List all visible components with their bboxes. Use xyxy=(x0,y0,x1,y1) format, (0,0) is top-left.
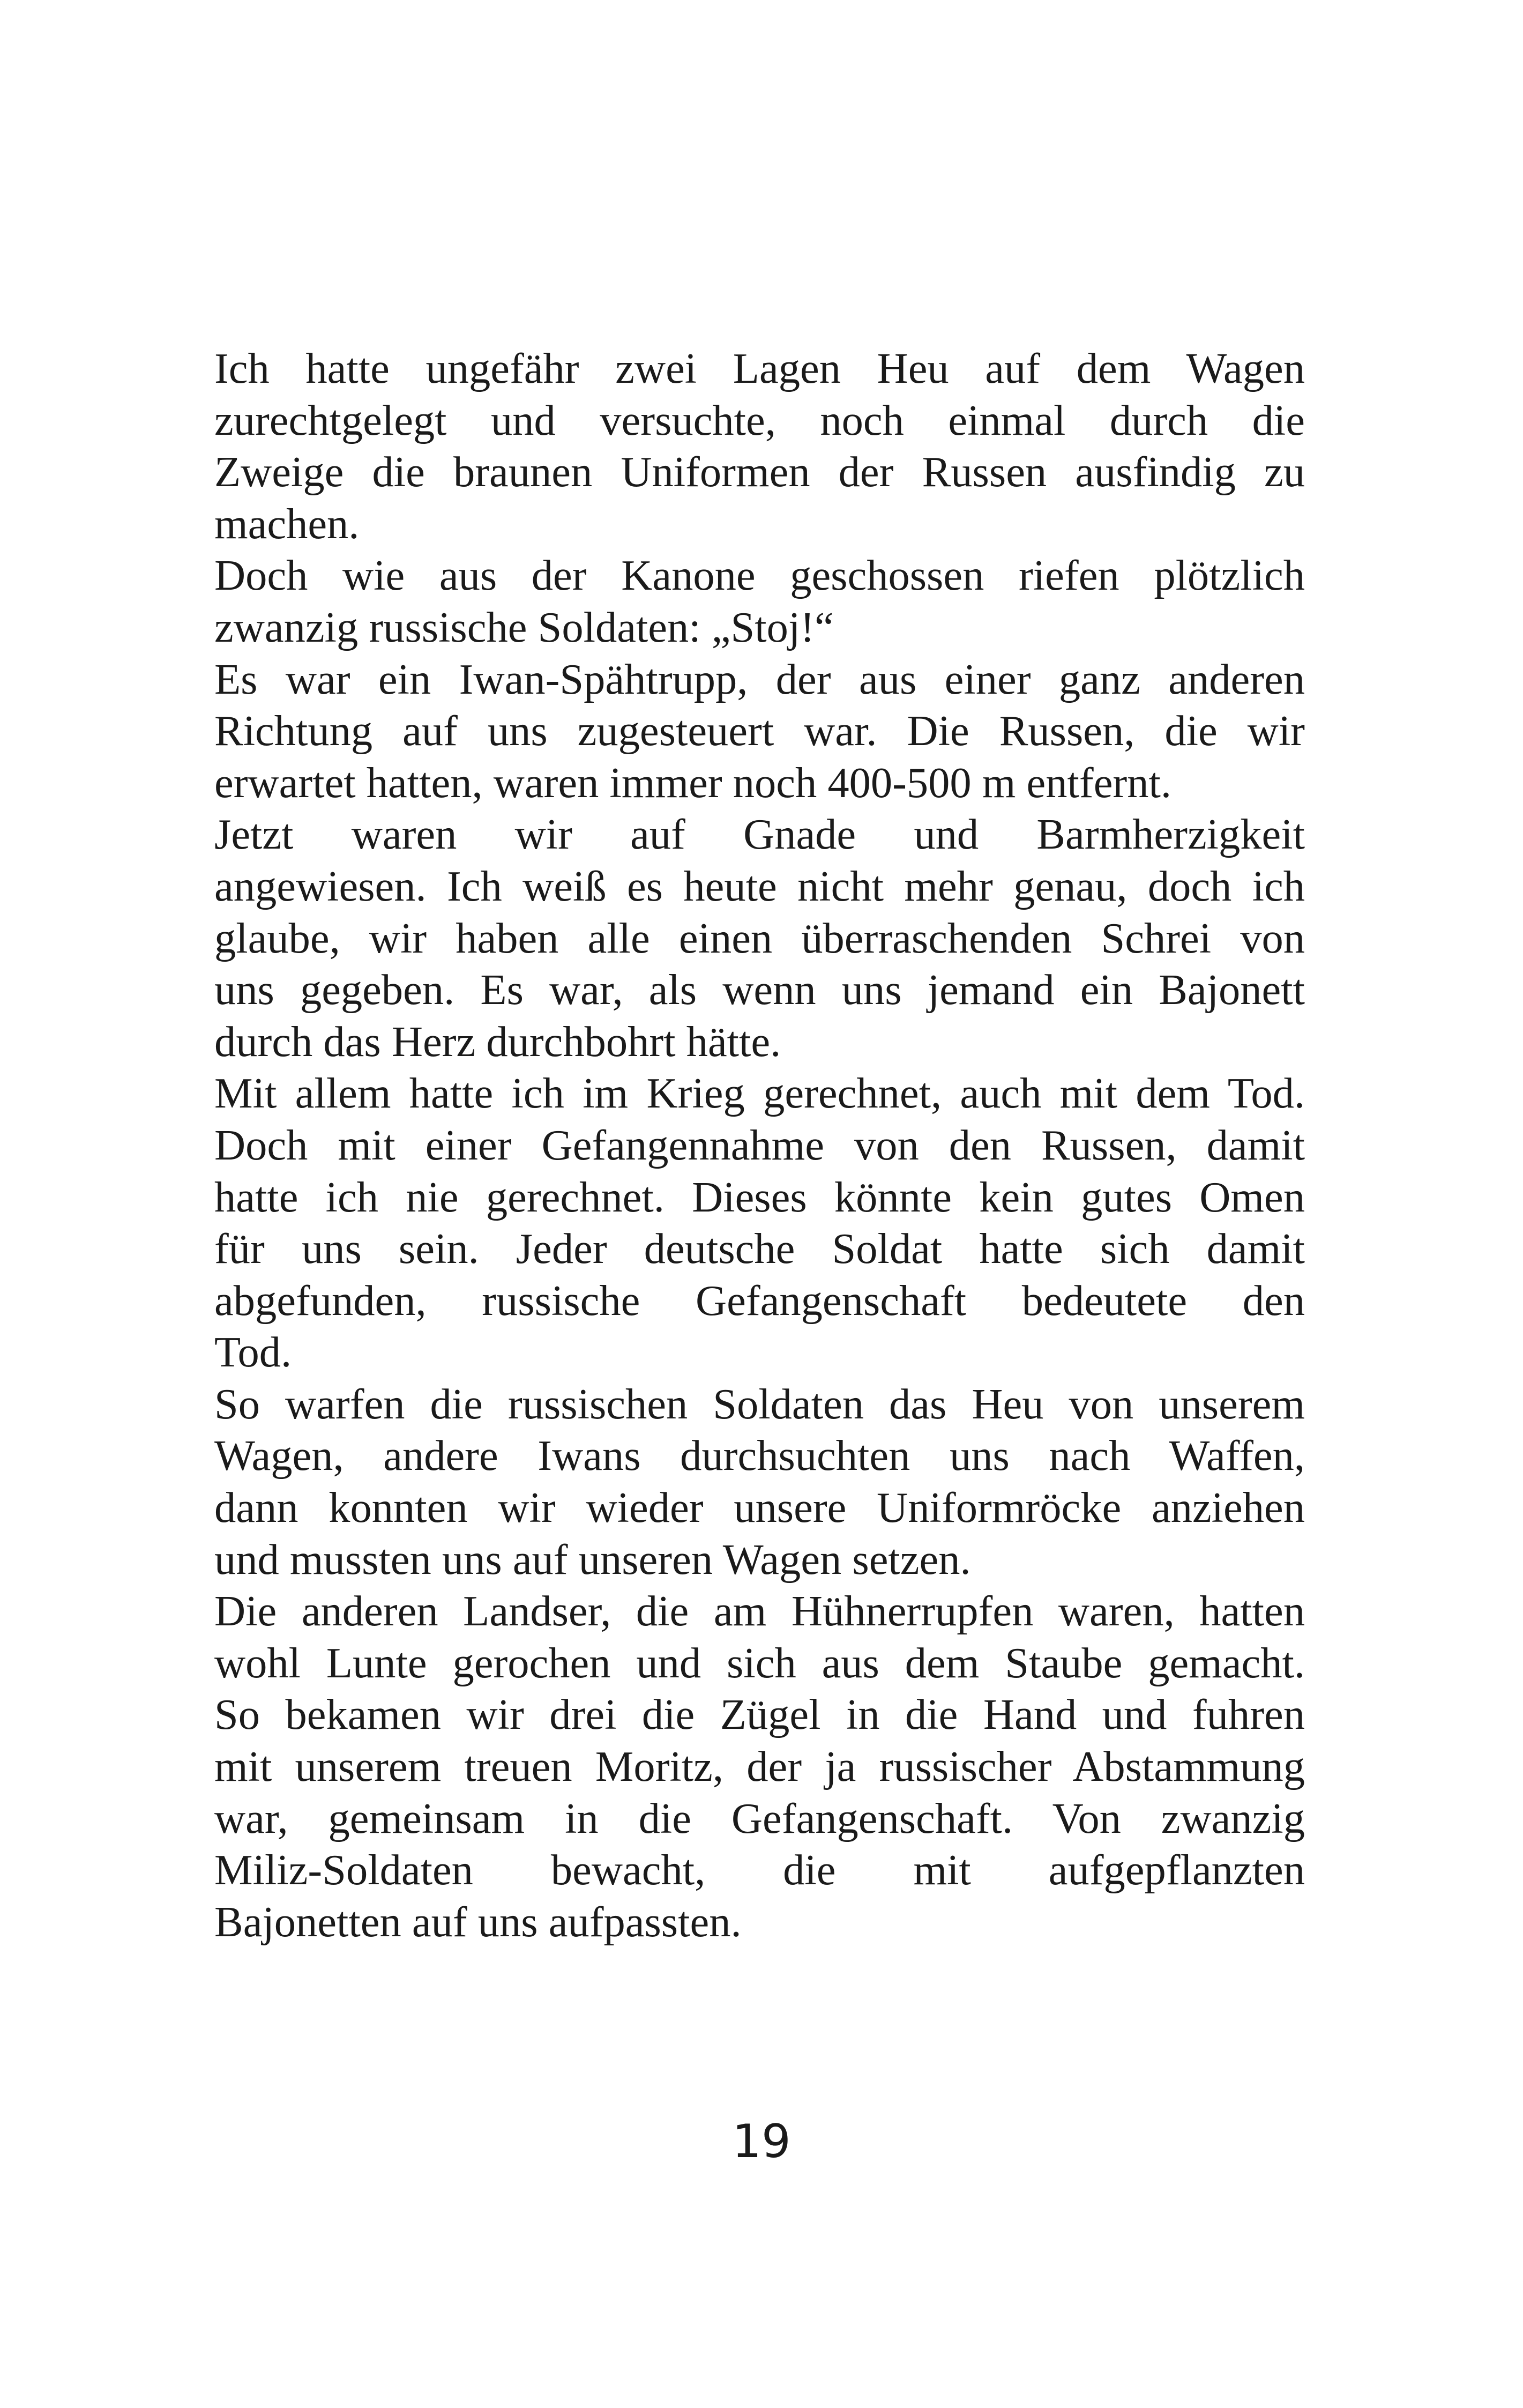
text-line: Doch mit einer Gefangennahme von den Russen, damit xyxy=(214,1121,1305,1169)
text-line: Bajonetten auf uns aufpassten. xyxy=(214,1898,742,1946)
text-line: Es war ein Iwan-Spähtrupp, der aus einer ganz anderen xyxy=(214,655,1305,703)
text-line: So warfen die russischen Soldaten das Heu von unserem xyxy=(214,1380,1305,1428)
paragraph xyxy=(214,343,1305,550)
text-line: Miliz-Soldaten bewacht, die mit aufgepflanzten xyxy=(214,1846,1305,1894)
text-line: für uns sein. Jeder deutsche Soldat hatte sich damit xyxy=(214,1225,1305,1273)
paragraph xyxy=(214,809,1305,1068)
text-line: erwartet hatten, waren immer noch 400-500 m entfernt. xyxy=(214,759,1171,807)
text-line: wohl Lunte gerochen und sich aus dem Staube gemacht. xyxy=(214,1639,1305,1687)
text-line: uns gegeben. Es war, als wenn uns jemand ein Bajonett xyxy=(214,966,1305,1014)
text-line: Doch wie aus der Kanone geschossen riefen plötzlich xyxy=(214,552,1305,600)
text-line: Richtung auf uns zugesteuert war. Die Russen, die wir xyxy=(214,707,1305,755)
text-line: abgefunden, russische Gefangenschaft bedeutete den xyxy=(214,1276,1305,1325)
text-line: mit unserem treuen Moritz, der ja russischer Abstammung xyxy=(214,1743,1305,1791)
text-line: war, gemeinsam in die Gefangenschaft. Von zwanzig xyxy=(214,1794,1305,1842)
text-line: angewiesen. Ich weiß es heute nicht mehr genau, doch ich xyxy=(214,862,1305,910)
paragraph xyxy=(214,1586,1305,1948)
paragraph xyxy=(214,654,1305,809)
text-line: Mit allem hatte ich im Krieg gerechnet, auch mit dem Tod. xyxy=(214,1069,1305,1118)
text-line: Wagen, andere Iwans durchsuchten uns nach Waffen, xyxy=(214,1432,1305,1480)
text-line: Jetzt waren wir auf Gnade und Barmherzigkeit xyxy=(214,811,1305,859)
text-line: glaube, wir haben alle einen überraschenden Schrei von xyxy=(214,914,1305,962)
body-text xyxy=(214,343,1305,1948)
paragraph xyxy=(214,1068,1305,1379)
text-line: So bekamen wir drei die Zügel in die Hand und fuhren xyxy=(214,1691,1305,1739)
text-line: durch das Herz durchbohrt hätte. xyxy=(214,1017,781,1066)
text-line: Zweige die braunen Uniformen der Russen ausfindig zu xyxy=(214,448,1305,496)
text-line: und mussten uns auf unseren Wagen setzen. xyxy=(214,1535,971,1584)
text-line: machen. xyxy=(214,500,360,548)
text-line: zwanzig russische Soldaten: „Stoj!“ xyxy=(214,603,834,651)
text-line: Ich hatte ungefähr zwei Lagen Heu auf dem Wagen xyxy=(214,345,1305,392)
text-line: hatte ich nie gerechnet. Dieses könnte kein gutes Omen xyxy=(214,1173,1305,1221)
text-line: dann konnten wir wieder unsere Uniformröcke anziehen xyxy=(214,1484,1305,1532)
text-line: Tod. xyxy=(214,1328,292,1377)
page-number: 19 xyxy=(732,2115,791,2168)
paragraph xyxy=(214,1379,1305,1586)
paragraph xyxy=(214,550,1305,653)
text-line: Die anderen Landser, die am Hühnerrupfen waren, hatten xyxy=(214,1587,1305,1636)
text-line: zurechtgelegt und versuchte, noch einmal durch die xyxy=(214,396,1305,444)
